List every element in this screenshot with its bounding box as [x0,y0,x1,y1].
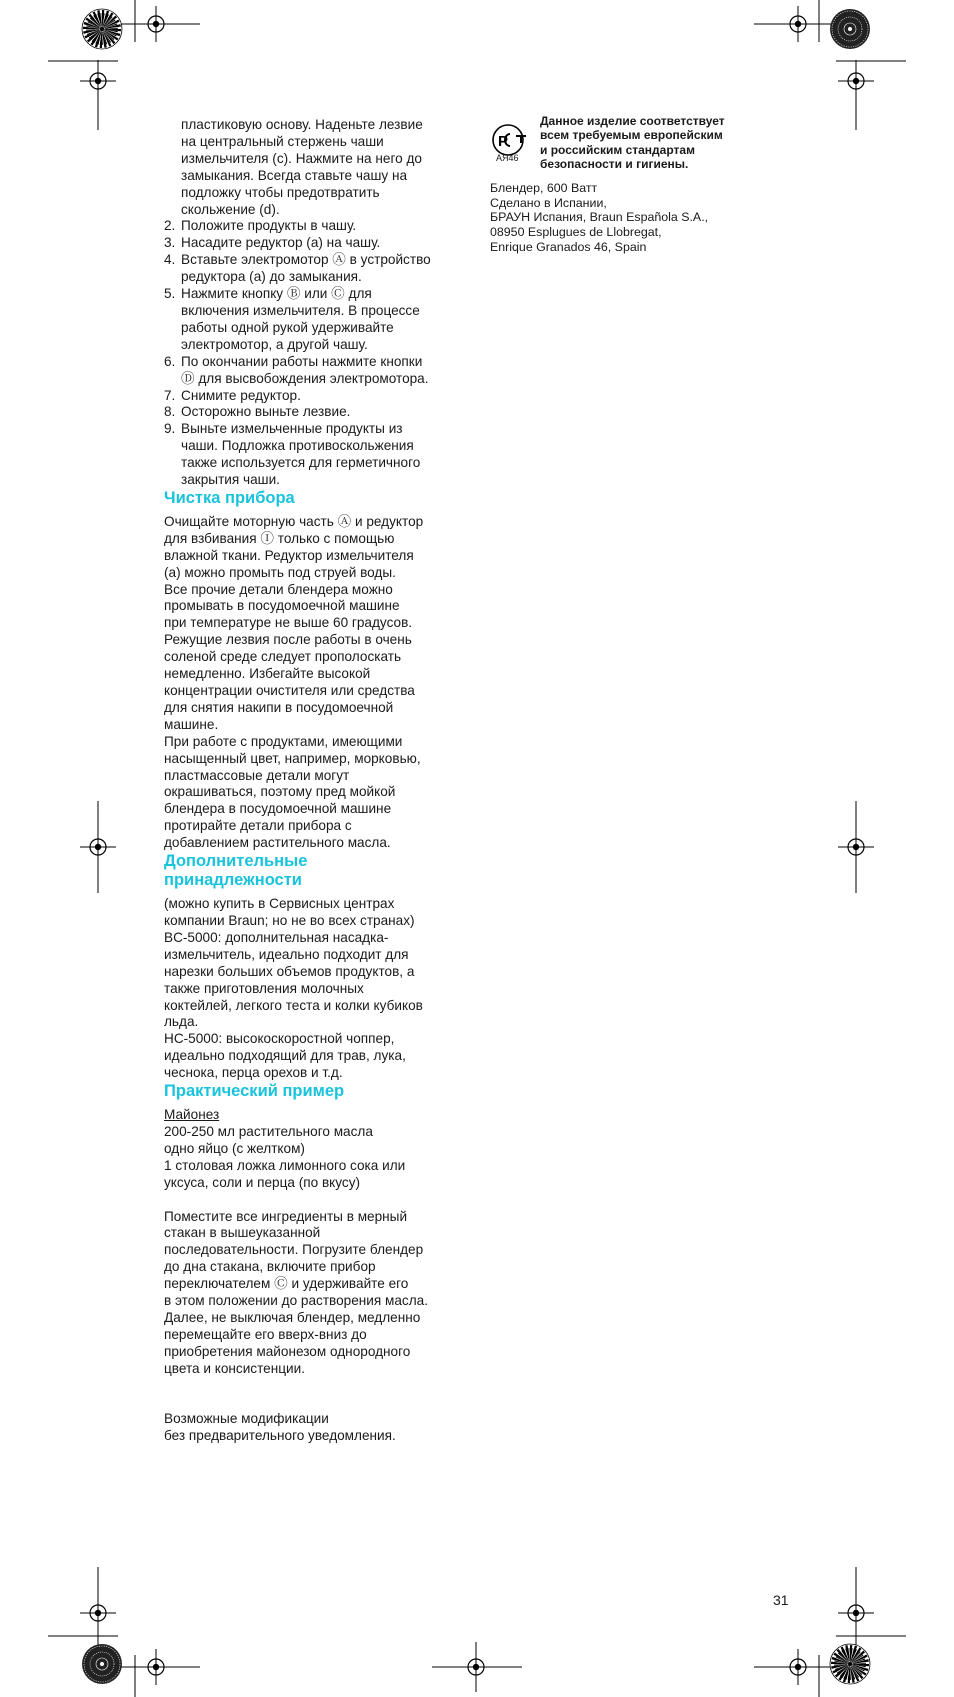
certification-block [490,114,770,171]
text-line: Режущие лезвия после работы в очень [164,632,412,648]
text-line: При работе с продуктами, имеющими [164,733,403,749]
text-line: измельчитель, идеально подходит для [164,946,409,962]
text-line: пластиковую основу. Наденьте лезвие [181,117,423,132]
text-line: окрашиваться, поэтому пред мойкой [164,784,396,800]
text-line: перемещайте его вверх-вниз до [164,1326,367,1342]
heading-line: Дополнительные [164,852,308,871]
spacer [164,1378,474,1411]
step-item [164,404,474,421]
text-line: до дна стакана, включите прибор [164,1259,376,1275]
ingredient-line: уксуса, соли и перца (по вкусу) [164,1174,361,1190]
ingredient-line: 1 столовая ложка лимонного сока или [164,1157,406,1173]
text-line: По окончании работы нажмите кнопки [181,353,423,369]
text-line: идеально подходящий для трав, лука, [164,1048,406,1064]
recipe-title: Майонез [164,1107,220,1123]
text-line: редуктора (a) до замыкания. [181,269,362,285]
left-column [164,117,474,1444]
example-heading: Практический пример [164,1082,345,1101]
step-item [164,354,474,388]
text-line: Нажмите кнопку Ⓑ или Ⓒ для [181,286,372,302]
text-line: Enrique Granados 46, Spain [490,239,647,254]
text-line: электромотор, а другой чашу. [181,336,368,352]
cleaning-heading: Чистка прибора [164,488,295,507]
step-number: 2. [164,218,176,234]
step-item [164,218,474,235]
accessories-text [164,896,474,1082]
notice-line: Возможные модификации [164,1410,329,1426]
text-line: Все прочие детали блендера можно [164,581,393,597]
text-line: замыкания. Всегда ставьте чашу на [181,167,408,183]
text-line: (можно купить в Сервисных центрах [164,896,395,912]
step-item [164,286,474,354]
text-line: на центральный стержень чаши [181,133,384,149]
step-number: 4. [164,252,176,268]
text-line: скольжение (d). [181,201,280,217]
text-line: коктейлей, легкого теста и колки кубиков [164,997,423,1013]
text-line: Блендер, 600 Ватт [490,181,598,196]
certificate-code: АЯ46 [496,153,519,163]
text-line: последовательности. Погрузите блендер [164,1242,424,1258]
text-line: измельчителя (с). Нажмите на него до [181,150,422,166]
text-line: для снятия накипи в посудомоечной [164,699,394,715]
text-line: чеснока, перца орехов и т.д. [164,1065,343,1081]
page-number: 31 [773,1592,789,1608]
text-line: работы одной рукой удерживайте [181,319,394,335]
cleaning-text [164,514,474,852]
text-line: насыщенный цвет, например, морковью, [164,750,421,766]
text-line: всем требуемым европейским [540,128,723,143]
text-line: Поместите все ингредиенты в мерный [164,1208,408,1224]
certification-text [540,114,770,171]
text-line: приобретения майонезом однородного [164,1343,411,1359]
text-line: протирайте детали прибора с [164,818,352,834]
text-line: и российским стандартам [540,142,695,157]
text-line: пластмассовые детали могут [164,767,350,783]
step-1-continuation [164,117,474,218]
text-line: Сделано в Испании, [490,195,607,210]
text-line: льда. [164,1014,199,1030]
step-number: 3. [164,235,176,251]
text-line: Ⓓ для высвобождения электромотора. [181,370,429,386]
text-line: машине. [164,716,219,732]
text-line: Насадите редуктор (a) на чашу. [181,235,381,251]
manufacturer-info [490,181,770,254]
example-text [164,1107,474,1444]
text-line: Выньте измельченные продукты из [181,421,403,437]
text-line: соленой среде следует прополоскать [164,649,402,665]
text-line: переключателем Ⓒ и удерживайте его [164,1276,409,1292]
text-line: Положите продукты в чашу. [181,218,357,234]
text-line: для взбивания Ⓘ только с помощью [164,530,395,546]
text-line: также используется для герметичного [181,455,421,471]
text-line: блендера в посудомоечной машине [164,801,392,817]
step-number: 8. [164,404,176,420]
text-line: БРАУН Испания, Braun Española S.A., [490,210,709,225]
text-line: чаши. Подложка противоскольжения [181,438,414,454]
text-line: концентрации очистителя или средства [164,683,415,698]
text-line: Снимите редуктор. [181,387,301,403]
text-line: безопасности и гигиены. [540,156,689,171]
text-line: стакан в вышеуказанной [164,1225,321,1241]
accessories-heading [164,852,474,890]
text-line: HC-5000: высокоскоростной чоппер, [164,1031,395,1047]
text-line: закрытия чаши. [181,472,280,488]
spacer [164,1192,474,1209]
text-line: Далее, не выключая блендер, медленно [164,1310,421,1325]
text-line: BC-5000: дополнительная насадка- [164,929,389,945]
steps-list [164,218,474,489]
right-column [490,114,770,254]
text-line: Очищайте моторную часть Ⓐ и редуктор [164,513,424,529]
text-line: в этом положении до растворения масла. [164,1293,429,1309]
step-number: 9. [164,421,176,437]
text-line: 08950 Esplugues de Llobregat, [490,224,662,239]
text-line: подложку чтобы предотвратить [181,184,380,200]
step-item [164,252,474,286]
text-line: добавлением растительного масла. [164,835,391,851]
text-line: (а) можно промыть под струей воды. [164,564,396,580]
text-line: промывать в посудомоечной машине [164,598,400,614]
heading-line: принадлежности [164,871,302,890]
step-number: 7. [164,387,176,403]
text-line: Данное изделие соответствует [540,114,725,128]
text-line: Вставьте электромотор Ⓐ в устройство [181,252,431,268]
notice-line: без предварительного уведомления. [164,1427,396,1443]
step-number: 6. [164,353,176,369]
text-line: также приготовления молочных [164,980,364,996]
ingredient-line: 200-250 мл растительного масла [164,1123,373,1139]
text-line: включения измельчителя. В процессе [181,302,420,318]
text-line: немедленно. Избегайте высокой [164,666,371,682]
step-item [164,421,474,489]
text-line: цвета и консистенции. [164,1360,305,1376]
svg-text:Р: Р [498,133,509,150]
text-line: при температуре не выше 60 градусов. [164,615,413,631]
step-number: 5. [164,286,176,302]
text-line: компании Braun; но не во всех странах) [164,912,415,928]
ingredient-line: одно яйцо (с желтком) [164,1140,305,1156]
text-line: влажной ткани. Редуктор измельчителя [164,547,414,563]
step-item [164,388,474,405]
text-line: Осторожно выньте лезвие. [181,404,351,420]
text-line: нарезки больших объемов продуктов, а [164,963,415,979]
step-item [164,235,474,252]
